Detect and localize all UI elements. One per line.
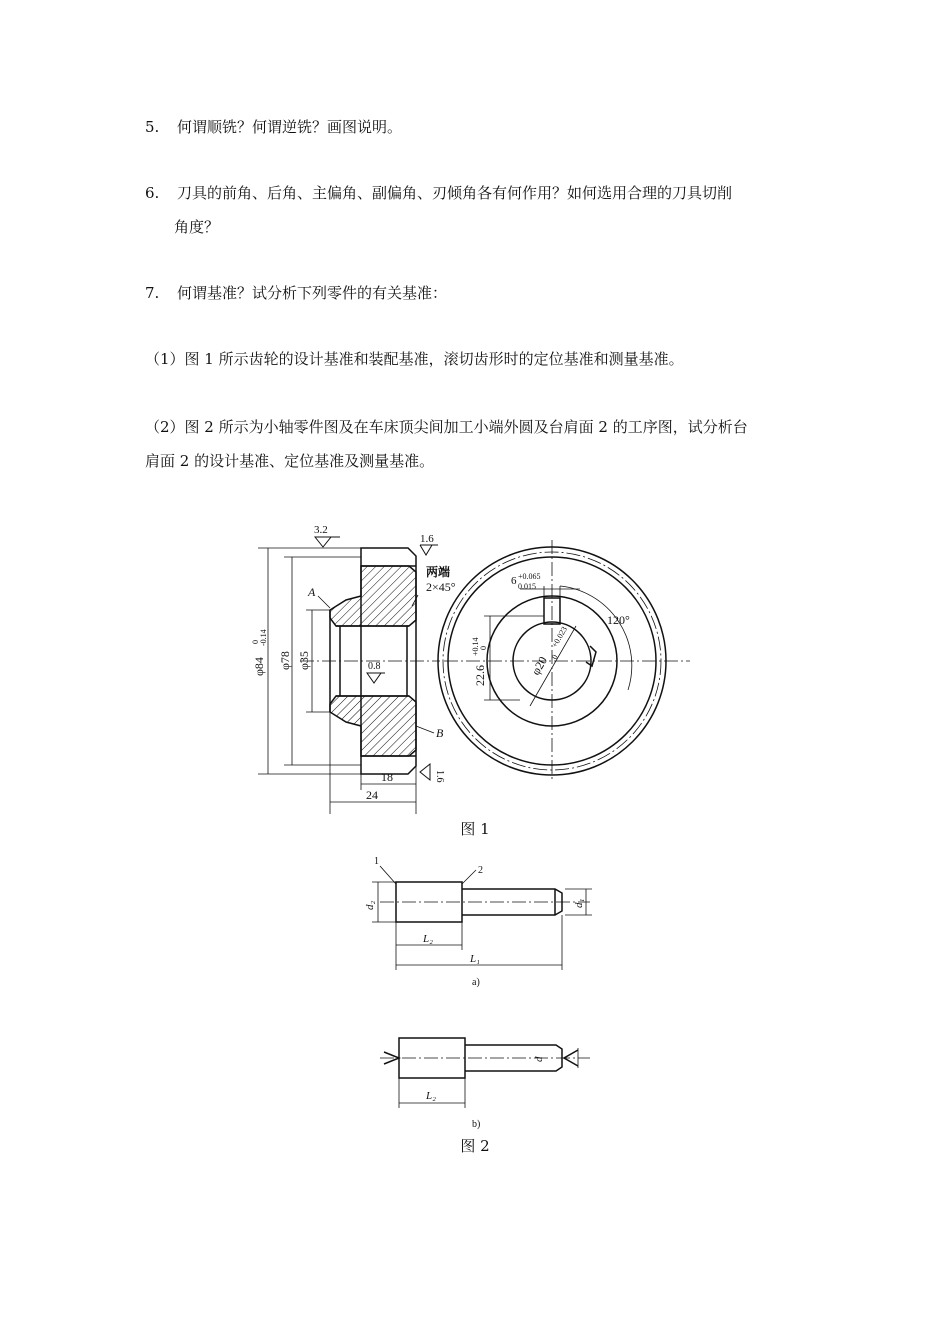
dim-24: 24 bbox=[366, 788, 378, 802]
dim-d1: d₁ bbox=[573, 898, 585, 908]
sub-item-text: （1）图 1 所示齿轮的设计基准和装配基准，滚切齿形时的定位基准和测量基准。 bbox=[145, 350, 684, 368]
chamfer-value: 2×45° bbox=[426, 580, 456, 594]
angle-120: 120° bbox=[607, 613, 630, 627]
dim-d: d bbox=[533, 1056, 545, 1062]
dim-18: 18 bbox=[381, 770, 393, 784]
question-text: 刀具的前角、后角、主偏角、副偏角、刃倾角各有何作用？如何选用合理的刀具切削 bbox=[177, 184, 733, 202]
keyway-depth: 22.6 bbox=[473, 665, 487, 686]
keyway-depth-tol-upper: +0.14 bbox=[471, 637, 480, 656]
bore-diameter: φ20 bbox=[528, 654, 551, 678]
figure-1-caption: 图 1 bbox=[460, 820, 490, 838]
label-a: A bbox=[308, 585, 316, 599]
question-text: 角度？ bbox=[174, 218, 220, 236]
question-text: 何谓基准？试分析下列零件的有关基准： bbox=[177, 284, 448, 302]
figure-2-caption: 图 2 bbox=[460, 1137, 490, 1155]
dim-d2: d₂ bbox=[364, 900, 376, 910]
label-b: B bbox=[436, 726, 444, 740]
dim-outer-diameter: φ84 bbox=[252, 657, 266, 676]
dim-outer-tol-lower: -0.14 bbox=[259, 629, 268, 646]
keyway-tol-lower: 0.015 bbox=[518, 582, 536, 591]
chamfer-label: 两端 bbox=[426, 565, 451, 579]
sub-item-text: （2）图 2 所示为小轴零件图及在车床顶尖间加工小端外圆及台肩面 2 的工序图，试分析台 bbox=[145, 418, 748, 436]
dim-outer-tol-upper: 0 bbox=[251, 640, 260, 644]
roughness-top-label: 3.2 bbox=[314, 524, 328, 536]
sub-caption-b: b) bbox=[472, 1119, 481, 1130]
keyway-depth-tol-lower: 0 bbox=[479, 646, 488, 650]
dim-78: φ78 bbox=[278, 651, 292, 670]
bore-tol-lower: 0 bbox=[549, 653, 560, 661]
bore-tol: +0.023 bbox=[549, 625, 569, 649]
shaft-label-1: 1 bbox=[374, 856, 379, 867]
dim-L1: L₁ bbox=[470, 953, 480, 965]
roughness-bottom-label: 1.6 bbox=[434, 770, 445, 783]
dim-L2-b: L₂ bbox=[426, 1090, 436, 1102]
dim-L2: L₂ bbox=[423, 933, 433, 945]
roughness-bore-label: 0.8 bbox=[368, 661, 381, 672]
question-number: 5. bbox=[145, 118, 160, 136]
sub-caption-a: a) bbox=[472, 977, 480, 988]
question-text: 何谓顺铣？何谓逆铣？画图说明。 bbox=[177, 118, 403, 136]
keyway-width: 6 bbox=[511, 575, 517, 587]
shaft-label-2: 2 bbox=[478, 865, 483, 876]
keyway-tol-upper: +0.065 bbox=[518, 572, 541, 581]
question-number: 6. bbox=[145, 184, 160, 202]
dim-35: φ35 bbox=[297, 651, 311, 670]
question-number: 7. bbox=[145, 284, 160, 302]
sub-item-text: 肩面 2 的设计基准、定位基准及测量基准。 bbox=[145, 452, 435, 470]
roughness-right-label: 1.6 bbox=[420, 533, 434, 545]
